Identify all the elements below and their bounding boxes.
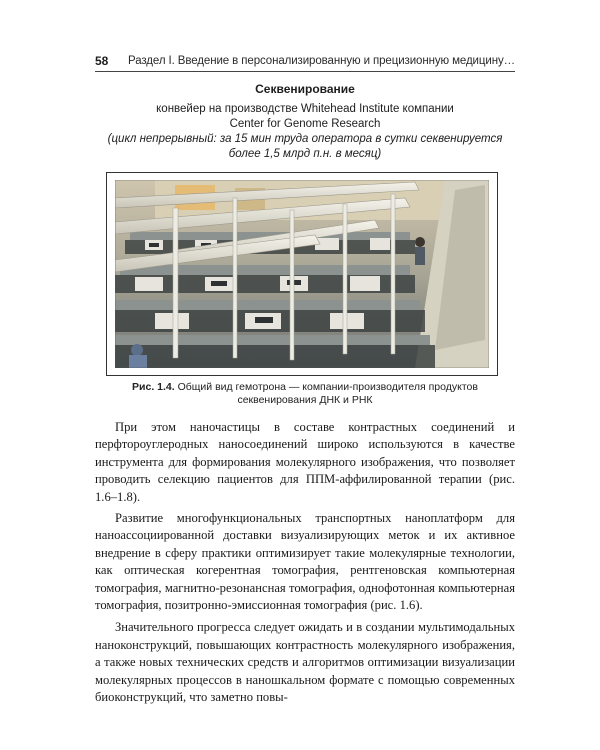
figure-heading: [95, 82, 515, 162]
section-title: Раздел I. Введение в персонализированную и прецизионную медицину…: [128, 55, 515, 67]
paragraph: Развитие многофункциональных транспортных нанoплатформ для наноассоциированной доставки визуализирующих меток и их активное внедрение в сферу практики оптимизирует такие молекулярные технологии, как оптическая когерентная томография, рентгеновская компьютерная томография, магнитно-резонансная томография, однофотонная компьютерная томография, позитронно-эмиссионная томография (рис. 1.6).: [95, 511, 515, 613]
photo-frame: [106, 172, 498, 376]
header-rule: [95, 71, 515, 72]
page-number: 58: [95, 54, 109, 68]
figure-title: Секвенирование: [255, 82, 355, 96]
sequencing-lab-photo: [115, 180, 489, 368]
body-text: [95, 419, 515, 711]
paragraph: При этом наночастицы в составе контрастных соединений и перфтороуглеродных наносоединений широко используются в качестве инструмента для формирования молекулярного изображения, что позволяет проводить селекцию пациентов для ППМ-аффилированной терапии (рис. 1.6–1.8).: [95, 420, 515, 504]
figure-note-line-2: более 1,5 млрд п.н. в месяц): [228, 148, 382, 160]
figure-note-line-1: (цикл непрерывный: за 15 мин труда оператора в сутки секвенируется: [107, 133, 503, 145]
figure-caption: [95, 381, 515, 407]
running-header: [95, 52, 515, 70]
figure-caption-label: Рис. 1.4.: [132, 381, 175, 393]
figure-caption-text: Общий вид гемотрона — компании-производителя продуктов секвенирования ДНК и РНК: [174, 381, 478, 406]
figure-subtitle-line-1: конвейер на производстве Whitehead Institute компании: [156, 103, 454, 115]
paragraph: Значительного прогресса следует ожидать и в создании мультимодальных наноконструкций, повышающих контрастность молекулярного изображения, а также новых технических средств и алгоритмов оптимизации визуализации молекулярных процессов в наношкальном формате с помощью современных биоконструкций, что заметно повы-: [95, 620, 515, 705]
figure-subtitle-line-2: Center for Genome Research: [229, 118, 381, 130]
